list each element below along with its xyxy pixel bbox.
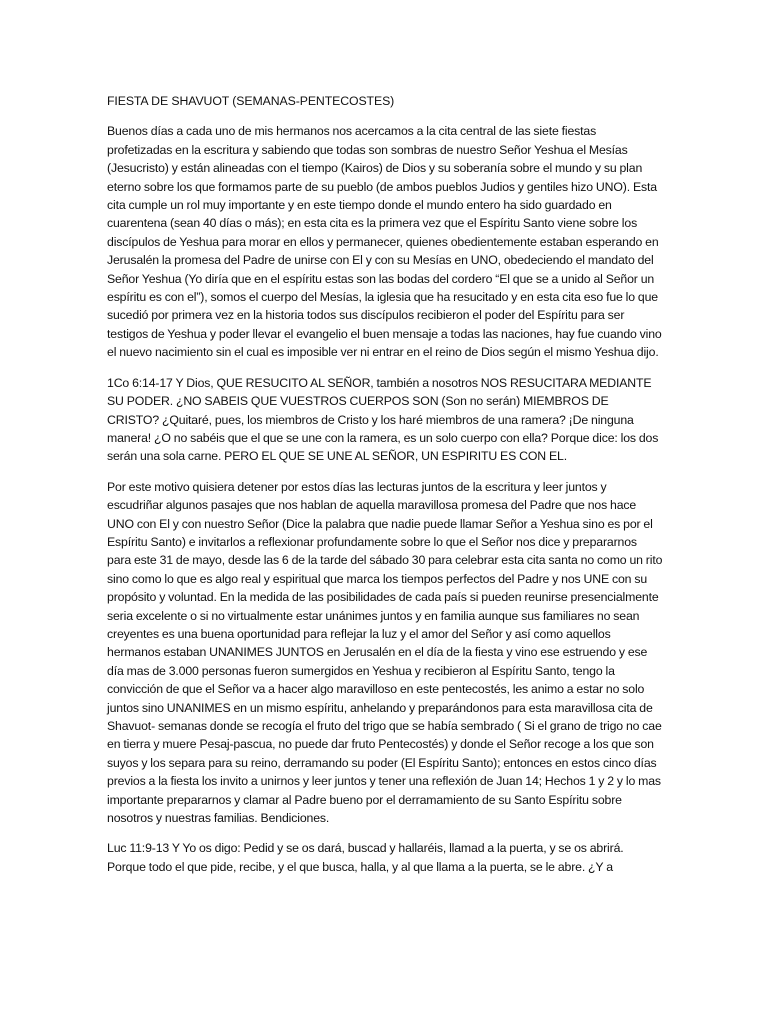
paragraph-intro: Buenos días a cada uno de mis hermanos nos acercamos a la cita central de las siete fiestas profetizadas en la escritura y sabiendo que todas son sombras de nuestro Señor Yeshua el Mesías (Jesucristo) y están alineadas con el tiempo (Kairos) de Dios y su soberanía sobre el mundo y su plan eterno sobre los que formamos parte de su pueblo (de ambos pueblos Judios y gentiles hizo UNO). Esta cita cumple un rol muy importante y en este tiempo donde el mundo entero ha sido guardado en cuarentena (sean 40 días o más); en esta cita es la primera vez que el Espíritu Santo viene sobre los discípulos de Yeshua para morar en ellos y permanecer, quienes obedientemente estaban esperando en Jerusalén la promesa del Padre de unirse con El y con su Mesías en UNO, obedeciendo el mandato del Señor Yeshua (Yo diría que en el espíritu estas son las bodas del cordero “El que se a unido al Señor un espíritu es con el”), somos el cuerpo del Mesías, la iglesia que ha resucitado y en esta cita eso fue lo que sucedió por primera vez en la historia todos sus discípulos recibieron el poder del Espíritu para ser testigos de Yeshua y poder llevar el evangelio el buen mensaje a todas las naciones, hay fue cuando vino el nuevo nacimiento sin el cual es imposible ver ni entrar en el reino de Dios según el mismo Yeshua dijo. xyxy=(107,124,662,360)
document-page xyxy=(107,92,663,888)
paragraph-1-corinthians: 1Co 6:14-17 Y Dios, QUE RESUCITO AL SEÑOR, también a nosotros NOS RESUCITARA MEDIANTE SU PODER. ¿NO SABEIS QUE VUESTROS CUERPOS SON (Son no serán) MIEMBROS DE CRISTO? ¿Quitaré, pues, los miembros de Cristo y los haré miembros de una ramera? ¡De ninguna manera! ¿O no sabéis que el que se une con la ramera, es un solo cuerpo con ella? Porque dice: los dos serán una sola carne. PERO EL QUE SE UNE AL SEÑOR, UN ESPIRITU ES CON EL. xyxy=(107,375,659,464)
paragraph-luke: Luc 11:9-13 Y Yo os digo: Pedid y se os dará, buscad y hallaréis, llamad a la puerta, y se os abrirá. Porque todo el que pide, recibe, y el que busca, halla, y al que llama a la puerta, se le abre. ¿Y a xyxy=(107,841,624,874)
document-title: FIESTA DE SHAVUOT (SEMANAS-PENTECOSTES) xyxy=(107,94,395,108)
paragraph-invitation: Por este motivo quisiera detener por estos días las lecturas juntos de la escritura y leer juntos y escudriñar algunos pasajes que nos hablan de aquella maravillosa promesa del Padre que nos hace UNO con El y con nuestro Señor (Dice la palabra que nadie puede llamar Señor a Yeshua sino es por el Espíritu Santo) e invitarlos a reflexionar profundamente sobre lo que el Señor nos dice y prepararnos para este 31 de mayo, desde las 6 de la tarde del sábado 30 para celebrar esta cita santa no como un rito sino como lo que es algo real y espiritual que marca los tiempos perfectos del Padre y nos UNE con su propósito y voluntad. En la medida de las posibilidades de cada país si pueden reunirse presencialmente seria excelente o si no virtualmente estar unánimes juntos y en familia aunque sus familiares no sean creyentes es una buena oportunidad para reflejar la luz y el amor del Señor y así como aquellos hermanos estaban UNANIMES JUNTOS en Jerusalén en el día de la fiesta y vino ese estruendo y ese día mas de 3.000 personas fueron sumergidos en Yeshua y recibieron al Espíritu Santo, tengo la convicción de que el Señor va a hacer algo maravilloso en este pentecostés, les animo a estar no solo juntos sino UNANIMES en un mismo espíritu, anhelando y preparándonos para esta maravillosa cita de Shavuot- semanas donde se recogía el fruto del trigo que se había sembrado ( Si el grano de trigo no cae en tierra y muere Pesaj-pascua, no puede dar fruto Pentecostés) y donde el Señor recoge a los que son suyos y los separa para su reino, derramando su poder (El Espíritu Santo); entonces en estos cinco días previos a la fiesta los invito a unirnos y leer juntos y tener una reflexión de Juan 14; Hechos 1 y 2 y lo mas importante prepararnos y clamar al Padre bueno por el derramamiento de su Santo Espíritu sobre nosotros y nuestras familias. Bendiciones. xyxy=(107,479,663,826)
